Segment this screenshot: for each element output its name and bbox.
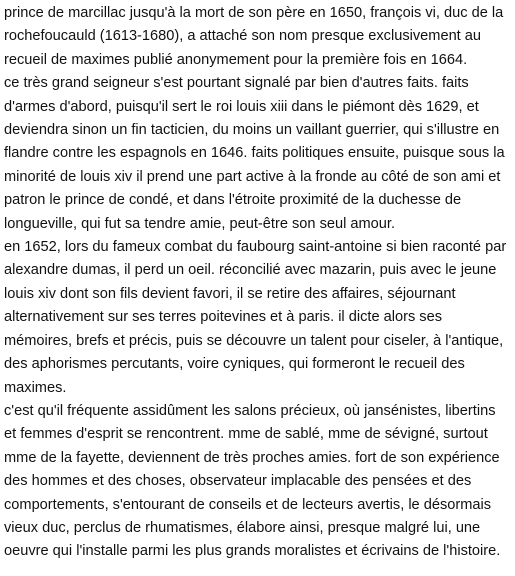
paragraph-intro: prince de marcillac jusqu'à la mort de son père en 1650, françois vi, duc de la rochefoucauld (1613-1680), a attaché son nom presque exclusivement au recueil de maximes publié anonymement pour la première fois en 1664. xyxy=(4,5,504,68)
paragraph-deeds: ce très grand seigneur s'est pourtant signalé par bien d'autres faits. faits d'armes d'abord, puisqu'il sert le roi louis xiii dans le piémont dès 1629, et deviendra sinon un fin tacticien, du moins un vaillant guerrier, qui s'illustre en flandre contre les espagnols en 1646. faits politiques ensuite, puisque sous la minorité de louis xiv il prend une part active à la fronde au côté de son ami et patron le prince de condé, et dans l'étroite proximité de la duchesse de longueville, qui fut sa tendre amie, peut-être son seul amour. xyxy=(4,75,505,232)
paragraph-salons: c'est qu'il fréquente assidûment les salons précieux, où jansénistes, libertins et femmes d'esprit se rencontrent. mme de sablé, mme de sévigné, surtout mme de la fayette, deviennent de très proches amies. fort de son expérience des hommes et des choses, observateur implacable des pensées et des comportements, s'entourant de conseils et de lecteurs avertis, le désormais vieux duc, perclus de rhumatismes, élabore ainsi, presque malgré lui, une oeuvre qui l'installe parmi les plus grands moralistes et écrivains de l'histoire. xyxy=(4,402,501,560)
paragraph-retirement: en 1652, lors du fameux combat du faubourg saint-antoine si bien raconté par alexandre dumas, il perd un oeil. réconcilié avec mazarin, puis avec le jeune louis xiv dont son fils devient favori, il se retire des affaires, séjournant alternativement sur ses terres poitevines et à paris. il dicte alors ses mémoires, brefs et précis, puis se découvre un talent pour ciseler, à l'antique, des aphorismes percutants, voire cyniques, qui formeront le recueil des maximes. xyxy=(4,239,507,396)
